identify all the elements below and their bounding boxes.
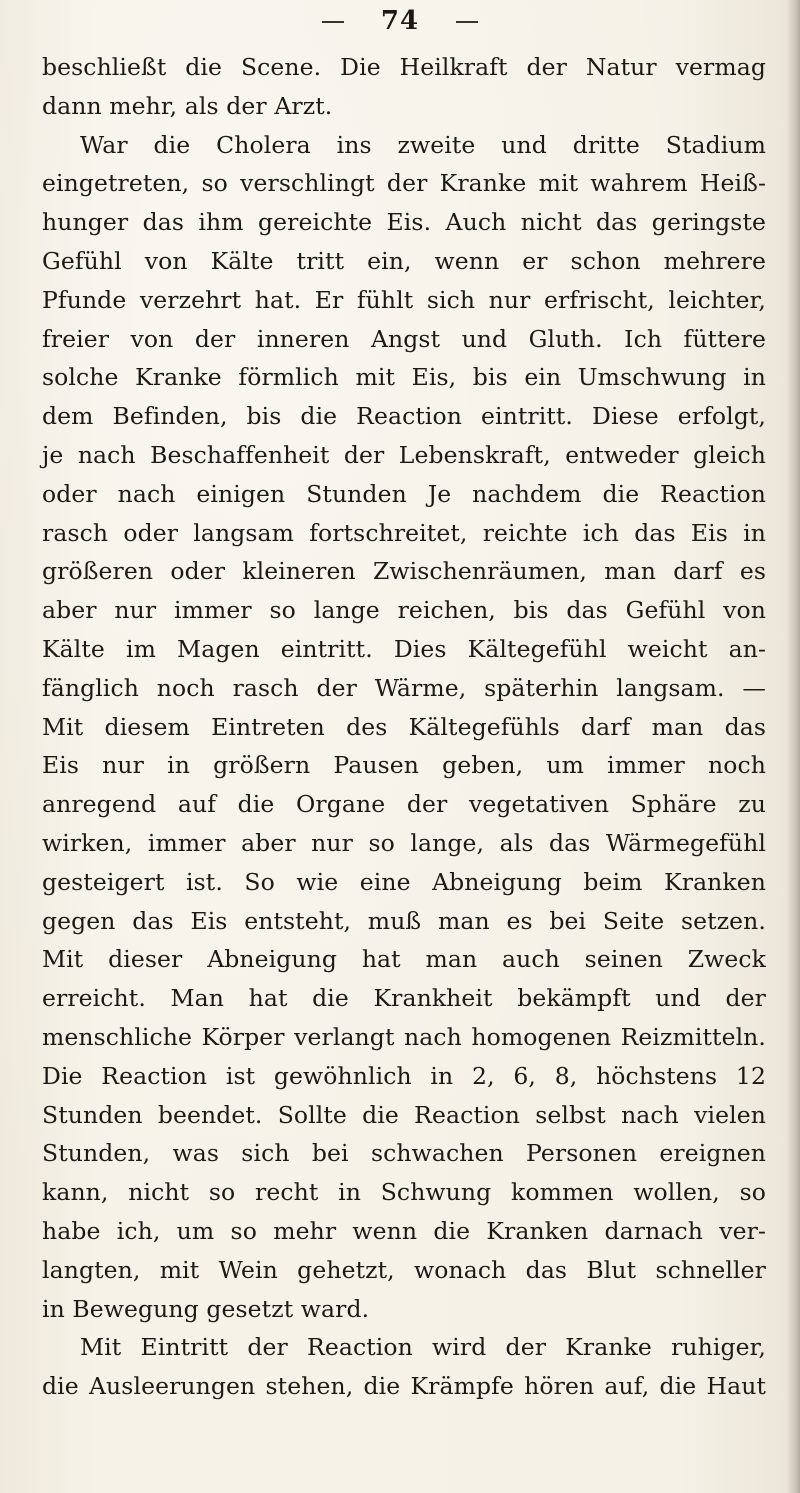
text-line: dann mehr, als der Arzt. <box>42 91 333 120</box>
text-line: oder nach einigen Stunden Je nachdem die Reaction <box>42 479 766 508</box>
page-number: 74 <box>380 6 420 36</box>
text-line: Stunden beendet. Sollte die Reaction selbst nach vielen <box>42 1100 766 1129</box>
text-line: aber nur immer so lange reichen, bis das Gefühl von <box>42 596 766 625</box>
text-line: Mit Eintritt der Reaction wird der Kranke ruhiger, <box>80 1333 766 1362</box>
text-line: wirken, immer aber nur so lange, als das Wärmegefühl <box>42 828 766 857</box>
text-line: die Ausleerungen stehen, die Krämpfe hören auf, die Haut <box>42 1372 766 1401</box>
text-line: habe ich, um so mehr wenn die Kranken darnach ver- <box>42 1216 766 1245</box>
text-line: Mit diesem Eintreten des Kältegefühls darf man das <box>42 712 766 741</box>
text-line: in Bewegung gesetzt ward. <box>42 1294 370 1323</box>
text-line: Stunden, was sich bei schwachen Personen ereignen <box>42 1139 766 1168</box>
text-line: Mit dieser Abneigung hat man auch seinen Zweck <box>42 945 766 974</box>
page-header <box>0 4 800 38</box>
text-line: gegen das Eis entsteht, muß man es bei Seite setzen. <box>42 906 766 935</box>
text-line: anregend auf die Organe der vegetativen Sphäre zu <box>42 790 766 819</box>
header-dash-left <box>322 21 344 23</box>
page-edge-shadow <box>786 0 800 1493</box>
text-line: langten, mit Wein gehetzt, wonach das Blut schneller <box>42 1255 766 1284</box>
text-line: War die Cholera ins zweite und dritte Stadium <box>80 130 766 159</box>
text-line: größeren oder kleineren Zwischenräumen, man darf es <box>42 557 766 586</box>
text-line: freier von der inneren Angst und Gluth. Ich füttere <box>42 324 766 353</box>
text-line: solche Kranke förmlich mit Eis, bis ein Umschwung in <box>42 363 766 392</box>
text-line: gesteigert ist. So wie eine Abneigung beim Kranken <box>42 867 766 896</box>
text-line: kann, nicht so recht in Schwung kommen wollen, so <box>42 1178 766 1207</box>
text-line: Gefühl von Kälte tritt ein, wenn er schon mehrere <box>42 246 766 275</box>
text-line: fänglich noch rasch der Wärme, späterhin langsam. — <box>42 673 766 702</box>
text-line: Eis nur in größern Pausen geben, um immer noch <box>42 751 766 780</box>
text-line: erreicht. Man hat die Krankheit bekämpft und der <box>42 984 766 1013</box>
text-line: dem Befinden, bis die Reaction eintritt. Diese erfolgt, <box>42 402 766 431</box>
header-dash-right <box>456 21 478 23</box>
text-line: Pfunde verzehrt hat. Er fühlt sich nur erfrischt, leichter, <box>42 285 766 314</box>
text-line: rasch oder langsam fortschreitet, reichte ich das Eis in <box>42 518 766 547</box>
text-line: Die Reaction ist gewöhnlich in 2, 6, 8, höchstens 12 <box>42 1061 766 1090</box>
text-line: hunger das ihm gereichte Eis. Auch nicht das geringste <box>42 208 766 237</box>
text-line: menschliche Körper verlangt nach homogenen Reizmitteln. <box>42 1022 766 1051</box>
body-text <box>42 48 766 1406</box>
text-line: Kälte im Magen eintritt. Dies Kältegefühl weicht an- <box>42 634 766 663</box>
text-line: eingetreten, so verschlingt der Kranke mit wahrem Heiß- <box>42 169 766 198</box>
text-line: beschließt die Scene. Die Heilkraft der Natur vermag <box>42 53 766 81</box>
text-line: je nach Beschaffenheit der Lebenskraft, entweder gleich <box>42 440 766 469</box>
